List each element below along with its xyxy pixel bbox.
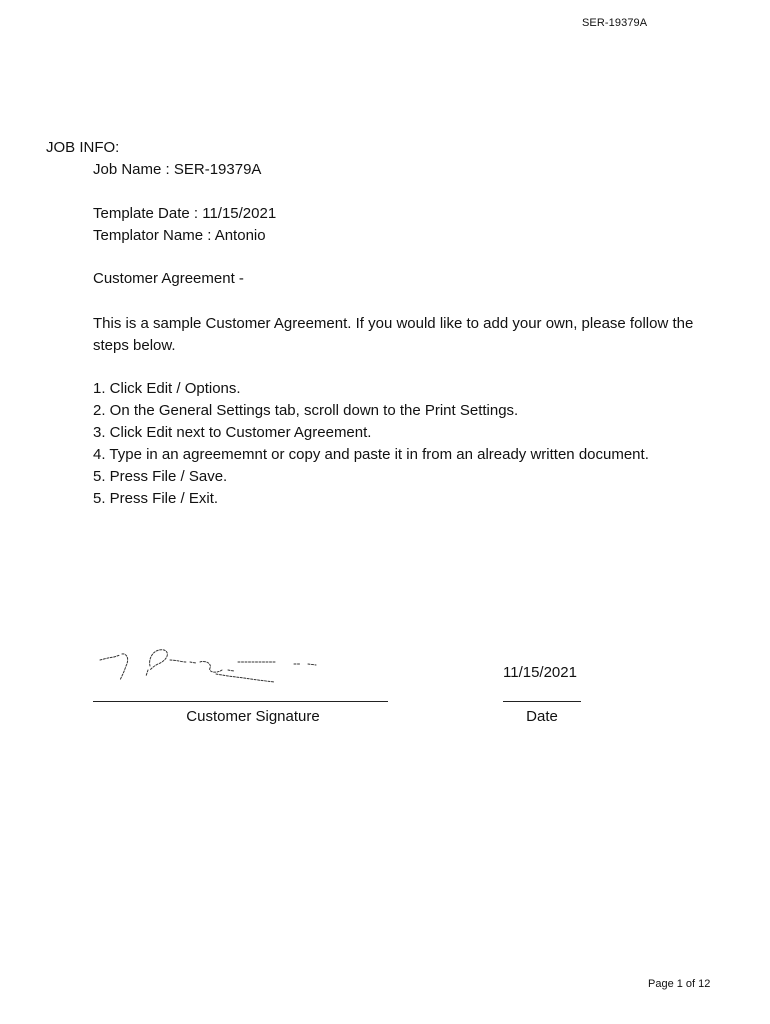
step-item: 5. Press File / Save. <box>93 468 228 485</box>
step-item: 2. On the General Settings tab, scroll down to the Print Settings. <box>93 402 519 419</box>
page-indicator: Page 1 of 12 <box>648 978 711 990</box>
date-line <box>503 701 581 702</box>
customer-signature-line <box>93 701 388 702</box>
step-item: 1. Click Edit / Options. <box>93 380 241 397</box>
agreement-title: Customer Agreement - <box>93 270 244 287</box>
templator-name-line: Templator Name : Antonio <box>93 227 266 244</box>
template-date-line: Template Date : 11/15/2021 <box>93 205 277 222</box>
instruction-steps <box>93 378 649 510</box>
signature-date-value: 11/15/2021 <box>503 664 577 681</box>
step-item: 5. Press File / Exit. <box>93 490 219 507</box>
step-item: 4. Type in an agreememnt or copy and paste it in from an already written document. <box>93 446 649 463</box>
step-item: 3. Click Edit next to Customer Agreement. <box>93 424 372 441</box>
agreement-intro: This is a sample Customer Agreement. If you would like to add your own, please follow the steps below. <box>93 315 694 354</box>
header-document-code: SER-19379A <box>582 17 648 29</box>
handwritten-signature-icon <box>98 640 324 684</box>
date-label: Date <box>526 708 558 725</box>
job-name-line: Job Name : SER-19379A <box>93 161 262 178</box>
job-info-heading: JOB INFO: <box>46 139 120 156</box>
customer-signature-label: Customer Signature <box>186 708 320 725</box>
